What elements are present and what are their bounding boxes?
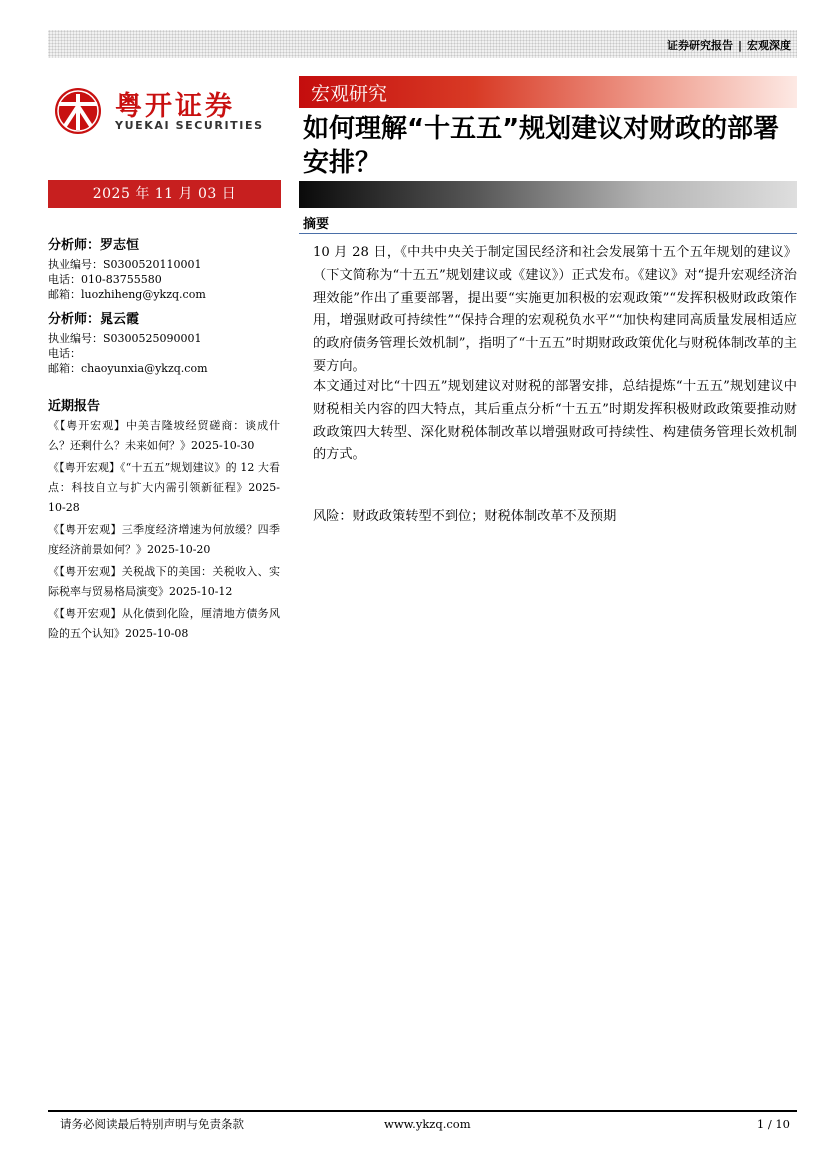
analyst-email: 邮箱：chaoyunxia@ykzq.com [48,362,208,375]
top-header-bar [48,30,797,58]
recent-report-link[interactable]: 《【粤开宏观】中美吉隆坡经贸磋商：谈成什么？还剩什么？未来如何？》2025-10-30 [48,419,280,452]
analyst-name: 分析师：晁云霞 [48,312,140,327]
recent-reports-title: 近期报告 [48,399,101,414]
report-type [667,37,791,53]
analyst-email: 邮箱：luozhiheng@ykzq.com [48,288,206,301]
report-title: 如何理解“十五五”规划建议对财政的部署安排？ [303,114,780,178]
page-number: 1 / 10 [756,1117,790,1131]
analyst-license: 执业编号：S0300525090001 [48,332,202,345]
report-category: 证券研究报告 [666,39,733,52]
abstract-heading: 摘要 [303,217,330,232]
abstract-paragraph: 10 月 28 日，《中共中央关于制定国民经济和社会发展第十五个五年规划的建议》（下文简称为“十五五”规划建议或《建议》）正式发布。《建议》对“提升宏观经济治理效能”作出了重要部署，提出要“实施更加积极的宏观政策”“发挥积极财政政策作用，增强财政可持续性”“保持合理的宏观税负水平”“加快构建同高质量发展相适应的政府债务管理长效机制”，指明了“十五五”时期财政政策优化与财税体制改革的主要方向。 [313,245,797,374]
abstract-paragraph: 本文通过对比“十四五”规划建议对财税的部署安排，总结提炼“十五五”规划建议中财税相关内容的四大特点，其后重点分析“十五五”时期发挥积极财政政策要推动财政政策四大转型、深化财税体制改革以增强财政可持续性、构建债务管理长效机制的方式。 [313,379,797,463]
logo-name-cn: 粤开证券 [115,91,235,122]
analyst-phone: 电话：010-83755580 [48,273,162,286]
report-subcategory: 宏观深度 [747,39,791,52]
company-logo [53,83,283,137]
recent-report-link[interactable]: 《【粤开宏观】《“十五五”规划建议》的 12 大看点：科技自立与扩大内需引领新征程》2025-10-28 [48,461,280,514]
analyst-card [48,236,283,302]
logo-name-en: YUEKAI SECURITIES [115,119,264,132]
footer-divider [48,1110,797,1112]
recent-report-link[interactable]: 《【粤开宏观】关税战下的美国：关税收入、实际税率与贸易格局演变》2025-10-12 [48,565,280,598]
recent-reports-list [48,416,280,646]
analyst-phone: 电话： [48,347,81,360]
footer-disclaimer: 请务必阅读最后特别声明与免责条款 [60,1117,244,1131]
footer-website-link[interactable]: www.ykzq.com [384,1117,471,1131]
report-date: 2025 年 11 月 03 日 [48,180,281,208]
analyst-card [48,310,283,376]
section-label: 宏观研究 [311,83,388,105]
risk-warning: 风险：财政政策转型不到位；财税体制改革不及预期 [313,509,617,524]
logo-mark-icon [53,86,103,136]
analyst-license: 执业编号：S0300520110001 [48,258,202,271]
recent-report-link[interactable]: 《【粤开宏观】三季度经济增速为何放缓？四季度经济前景如何？》2025-10-20 [48,523,280,556]
header-separator: | [737,39,742,52]
analyst-name: 分析师：罗志恒 [48,238,140,253]
title-underbar [299,181,797,208]
recent-report-link[interactable]: 《【粤开宏观】从化债到化险，厘清地方债务风险的五个认知》2025-10-08 [48,607,280,640]
section-banner [299,76,797,108]
abstract-divider [299,233,797,234]
